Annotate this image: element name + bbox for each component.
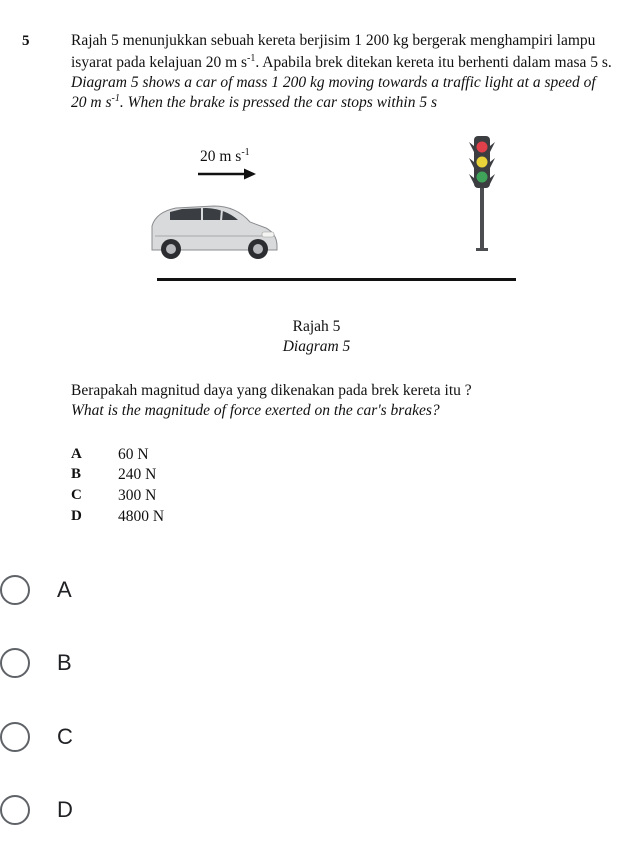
- question-line-ms-2b: . Apabila brek ditekan kereta itu berhenti dalam masa 5 s.: [255, 54, 612, 71]
- option-letter: C: [71, 487, 82, 503]
- car-image: [152, 206, 277, 259]
- radio-button-icon[interactable]: [0, 648, 30, 678]
- question-line-ms-1: Rajah 5 menunjukkan sebuah kereta berjisim 1 200 kg bergerak menghampiri lampu: [71, 32, 596, 49]
- radio-button-icon[interactable]: [0, 575, 30, 605]
- road-line: [157, 278, 516, 281]
- option-letter: A: [71, 446, 82, 462]
- option-value: 240 N: [118, 466, 157, 483]
- choice-b[interactable]: [0, 633, 633, 693]
- choice-label: C: [57, 724, 73, 749]
- traffic-light-image: [469, 136, 495, 251]
- question-line-ms-2a: isyarat pada kelajuan 20 m s: [71, 54, 248, 71]
- choice-label: B: [57, 650, 72, 675]
- diagram-caption-ms: Rajah 5: [292, 318, 341, 335]
- diagram-5: [0, 0, 633, 300]
- option-value: 300 N: [118, 487, 157, 504]
- choice-a[interactable]: [0, 560, 633, 620]
- choice-d[interactable]: [0, 780, 633, 840]
- speed-label-text: 20 m s: [200, 148, 242, 165]
- choice-label: D: [57, 797, 73, 822]
- unit-superscript: -1: [111, 92, 120, 104]
- prompt-en: What is the magnitude of force exerted on the car's brakes?: [71, 402, 440, 419]
- question-number: 5: [22, 33, 30, 49]
- choice-label: A: [57, 577, 72, 602]
- radio-button-icon[interactable]: [0, 722, 30, 752]
- velocity-arrow: [198, 169, 256, 180]
- option-letter: B: [71, 466, 82, 482]
- prompt-ms: Berapakah magnitud daya yang dikenakan pada brek kereta itu ?: [71, 382, 472, 399]
- question-line-en-2a: 20 m s: [71, 94, 112, 111]
- choice-c[interactable]: [0, 707, 633, 767]
- speed-label-superscript: -1: [241, 146, 250, 158]
- question-line-en-2b: . When the brake is pressed the car stops within 5 s: [119, 94, 437, 111]
- diagram-caption-en: Diagram 5: [282, 338, 351, 355]
- unit-superscript: -1: [247, 52, 256, 64]
- option-value: 60 N: [118, 446, 149, 463]
- question-line-en-1: Diagram 5 shows a car of mass 1 200 kg moving towards a traffic light at a speed of: [71, 74, 596, 91]
- option-value: 4800 N: [118, 508, 165, 525]
- radio-button-icon[interactable]: [0, 795, 30, 825]
- option-letter: D: [71, 508, 82, 524]
